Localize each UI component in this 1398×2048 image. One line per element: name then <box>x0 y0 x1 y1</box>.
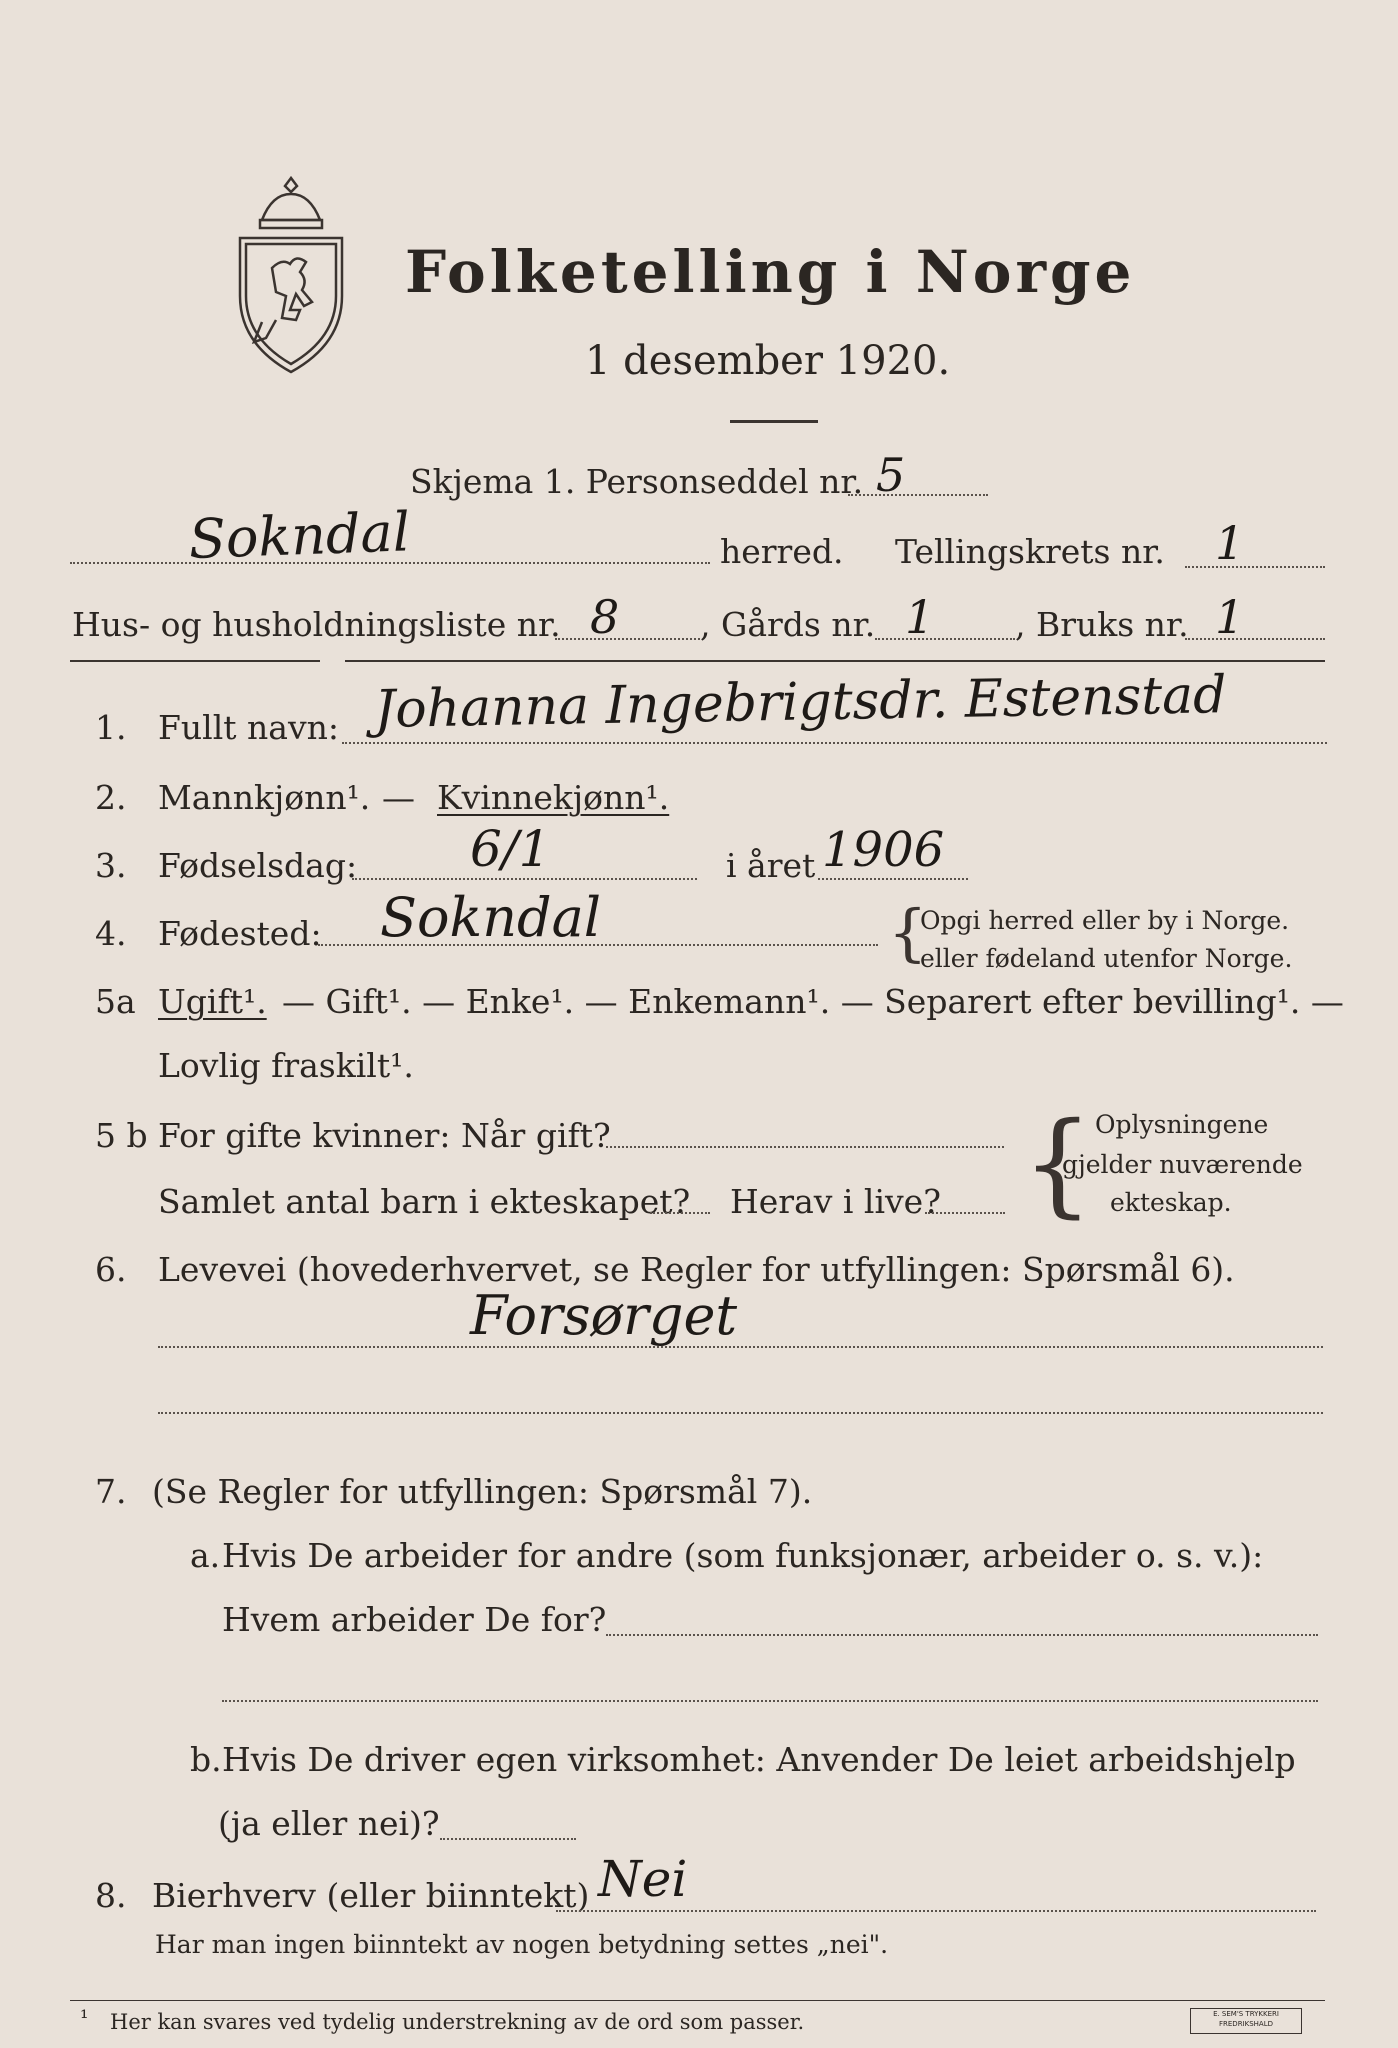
q3-number: 3. <box>95 846 127 885</box>
q4-number: 4. <box>95 914 127 953</box>
tellingskrets-label: Tellingskrets nr. <box>895 532 1165 571</box>
hus-label: Hus- og husholdningsliste nr. <box>72 605 561 644</box>
q7-number: 7. <box>95 1472 127 1511</box>
q4-brace: { <box>888 896 928 969</box>
q5a-number: 5a <box>95 982 136 1021</box>
q7a-dotted-line-1 <box>606 1634 1318 1636</box>
footnote-mark: ¹ <box>80 2006 89 2030</box>
q5b-label2: Samlet antal barn i ekteskapet? <box>158 1182 691 1221</box>
personseddel-number: 5 <box>876 448 906 502</box>
secondary-income-value: Nei <box>598 1850 688 1908</box>
q2-number: 2. <box>95 778 127 817</box>
q5b-married-dotted-line <box>606 1146 1004 1148</box>
q5b-note3: ekteskap. <box>1110 1188 1232 1217</box>
q6-dotted-line-2 <box>158 1412 1323 1414</box>
coat-of-arms-icon <box>232 172 350 378</box>
q2-male: Mannkjønn¹. <box>158 778 371 817</box>
q5b-alive-dotted-line <box>925 1212 1005 1214</box>
footnote-text: Her kan svares ved tydelig understrekning av de ord som passer. <box>110 2010 805 2034</box>
q5b-number: 5 b <box>95 1116 148 1155</box>
schema-label: Skjema 1. Personseddel nr. <box>410 462 864 501</box>
hus-dotted-line <box>555 638 700 640</box>
q7a-letter: a. <box>190 1536 221 1575</box>
bruks-label: , Bruks nr. <box>1015 605 1189 644</box>
printer-line1: E. SEM'S TRYKKERI <box>1213 2010 1279 2018</box>
q5a-line2: Lovlig fraskilt¹. <box>158 1046 414 1085</box>
herred-label: herred. <box>720 532 844 571</box>
census-date: 1 desember 1920. <box>585 338 951 384</box>
q5b-label1: For gifte kvinner: Når gift? <box>158 1116 611 1155</box>
q6-label: Levevei (hovederhvervet, se Regler for utfyllingen: Spørsmål 6). <box>158 1250 1235 1289</box>
q5b-note1: Oplysningene <box>1095 1110 1269 1139</box>
q4-note-line2: eller fødeland utenfor Norge. <box>920 944 1293 973</box>
gards-label: , Gårds nr. <box>700 605 876 644</box>
tellingskrets-dotted-line <box>1185 566 1325 568</box>
q2-dash: — <box>382 778 415 817</box>
printer-stamp <box>1190 2008 1302 2034</box>
bruks-value: 1 <box>1215 590 1245 644</box>
q7-label: (Se Regler for utfyllingen: Spørsmål 7). <box>152 1472 813 1511</box>
q5b-brace: { <box>1022 1099 1094 1229</box>
q8-dotted-line <box>556 1910 1316 1912</box>
q8-label: Bierhverv (eller biinntekt) <box>152 1876 590 1915</box>
q7a-text: Hvis De arbeider for andre (som funksjonær, arbeider o. s. v.): <box>222 1536 1264 1575</box>
q7b-text2: (ja eller nei)? <box>218 1804 440 1843</box>
birthday-value: 6/1 <box>470 820 551 878</box>
section-divider-left <box>70 660 320 662</box>
footer-note: Har man ingen biinntekt av nogen betydning settes „nei". <box>155 1930 889 1959</box>
q5b-children-dotted-line <box>650 1212 710 1214</box>
q7b-letter: b. <box>190 1740 222 1779</box>
q7a-text2: Hvem arbeider De for? <box>222 1600 607 1639</box>
bruks-dotted-line <box>1185 638 1325 640</box>
q4-note-line1: Opgi herred eller by i Norge. <box>920 906 1290 935</box>
occupation-value: Forsørget <box>470 1284 738 1347</box>
personseddel-dotted-line <box>848 494 988 496</box>
footer-divider <box>70 2000 1325 2001</box>
gards-dotted-line <box>875 638 1015 640</box>
q5a-ugift-underlined: Ugift¹. <box>158 982 267 1021</box>
q6-number: 6. <box>95 1250 127 1289</box>
q7b-text: Hvis De driver egen virksomhet: Anvender De leiet arbeidshjelp <box>222 1740 1296 1779</box>
q1-label: Fullt navn: <box>158 708 339 747</box>
full-name-value: Johanna Ingebrigtsdr. Estenstad <box>373 665 1227 740</box>
q8-number: 8. <box>95 1876 127 1915</box>
q1-dotted-line <box>342 742 1327 744</box>
q3-year-dotted-line <box>818 878 968 880</box>
q2-female-underlined: Kvinnekjønn¹. <box>437 778 670 817</box>
q7a-dotted-line-2 <box>222 1700 1318 1702</box>
printer-line2: FREDRIKSHALD <box>1218 2020 1273 2028</box>
q1-number: 1. <box>95 708 127 747</box>
q6-dotted-line-1 <box>158 1346 1323 1348</box>
q5b-note2: gjelder nuværende <box>1062 1150 1303 1179</box>
q7b-dotted-line <box>440 1838 576 1840</box>
section-divider-right <box>345 660 1325 662</box>
q4-label: Fødested: <box>158 914 322 953</box>
q3-dotted-line <box>352 878 697 880</box>
q3-label: Fødselsdag: <box>158 846 358 885</box>
birth-year-value: 1906 <box>822 822 945 878</box>
q3-year-label: i året <box>726 846 816 885</box>
gards-value: 1 <box>905 590 935 644</box>
q5b-label3: Herav i live? <box>730 1182 941 1221</box>
tellingskrets-value: 1 <box>1215 516 1245 570</box>
title-divider <box>730 420 818 423</box>
herred-value: Sokndal <box>187 500 411 571</box>
hus-value: 8 <box>590 590 620 644</box>
q5a-options: — Gift¹. — Enke¹. — Enkemann¹. — Separert efter bevilling¹. — <box>282 982 1344 1021</box>
birthplace-value: Sokndal <box>380 886 602 949</box>
form-title: Folketelling i Norge <box>405 238 1136 306</box>
